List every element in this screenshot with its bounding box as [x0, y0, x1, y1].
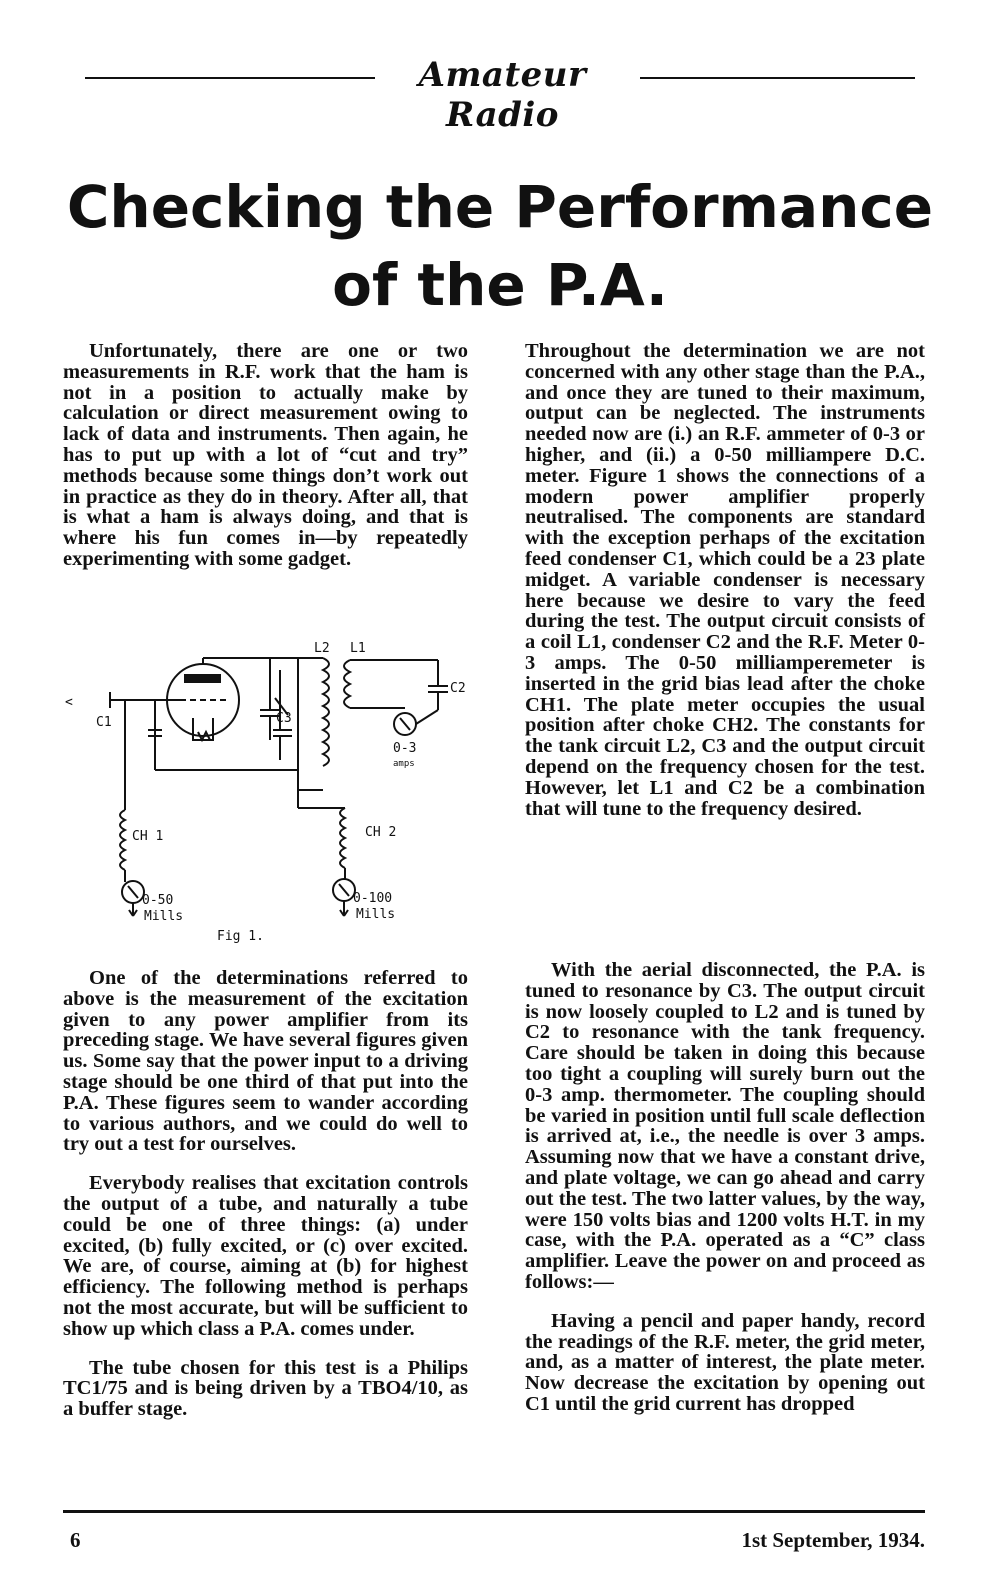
footer-rule — [63, 1510, 925, 1513]
figure-caption: Fig 1. — [217, 929, 264, 944]
left-column — [63, 341, 468, 570]
grid-meter-unit: Mills — [144, 909, 184, 924]
circuit-figure — [60, 640, 470, 950]
paragraph: Throughout the determination we are not concerned with any other stage than the P.A., and once they are tuned to their maximum, output can be neglected. The instruments needed now are (i.) an R.F. ammeter of 0-3 or higher, and (ii.) a 0-50 milliampere D.C. meter. Figure 1 shows the connections of a modern power amplifier properly neutralised. The components are standard with the exception perhaps of the excitation feed condenser C1, which could be a 23 plate midget. A variable condenser is necessary here because we desire to vary the feed during the test. The output circuit consists of a coil L1, condenser C2 and the R.F. Meter 0-3 amps. The 0-50 milliamperemeter is inserted in the grid bias lead after the choke CH1. The plate meter occupies the usual position after choke CH2. The constants for the tank circuit L2, C3 and the output circuit depend on the frequency chosen for the test. However, let L1 and C2 be a combination that will tune to the frequency desired. — [525, 340, 925, 820]
page-number: 6 — [70, 1528, 81, 1552]
paragraph: With the aerial disconnected, the P.A. is tuned to resonance by C3. The output circuit is now loosely coupled to L2 and is tuned by C2 to resonance with the tank frequency. Care should be taken in doing this because too tight a coupling will surely burn out the 0-3 amp. thermometer. The coupling should be varied in position until full scale deflection is arrived at, i.e., the needle is over 3 amps. Assuming now that we have a constant drive, and plate voltage, we can go ahead and carry out the test. The two latter values, by the way, were 150 volts bias and 1200 volts H.T. in my case, with the P.A. operated as a “C” class amplifier. Leave the power on and proceed as follows:— — [525, 959, 925, 1293]
paragraph: The tube chosen for this test is a Philips TC1/75 and is being driven by a TBO4/10, as a buffer stage. — [63, 1356, 468, 1421]
label-c3: C3 — [276, 711, 292, 726]
masthead — [85, 55, 915, 135]
plate-meter-unit: Mills — [356, 907, 396, 922]
left-column-lower — [63, 968, 468, 1420]
grid-meter-range: 0-50 — [142, 893, 174, 908]
issue-date: 1st September, 1934. — [741, 1528, 925, 1552]
label-c2: C2 — [450, 681, 466, 696]
right-column — [525, 341, 925, 819]
masthead-rule-right — [640, 77, 915, 79]
rf-meter-unit: amps — [393, 759, 415, 769]
label-ch1: CH 1 — [132, 829, 164, 844]
paragraph: One of the determinations referred to above is the measurement of the excitation given to any power amplifier from its preceding stage. We have several figures given us. Some say that the power input to a driving stage should be one third of that put into the P.A. These figures seem to wander according to various authors, and we could do well to try out a test for ourselves. — [63, 967, 468, 1156]
title-line-1: Checking the Performance — [66, 173, 934, 241]
title-line-2: of the P.A. — [332, 251, 668, 319]
label-ch2: CH 2 — [365, 825, 397, 840]
input-arrow: < — [65, 695, 73, 710]
paragraph: Unfortunately, there are one or two measurements in R.F. work that the ham is not in a position to actually make by calculation or direct measurement owing to lack of data and instruments. Then again, he has to put up with a lot of “cut and try” methods because some things don’t work out in practice as they do in theory. After all, that is what a ham is always doing, and that is where his fun comes in—by repeatedly experimenting with some gadget. — [63, 340, 468, 570]
paragraph: Having a pencil and paper handy, record the readings of the R.F. meter, the grid meter, and, as a matter of interest, the plate meter. Now decrease the excitation by opening out C1 until the grid current has dropped — [525, 1309, 925, 1415]
label-c1: C1 — [96, 715, 112, 730]
article-title — [60, 168, 940, 324]
label-l1: L1 — [350, 641, 366, 656]
magazine-brand: Amateur Radio — [418, 55, 587, 135]
circuit-diagram — [60, 640, 470, 950]
paragraph: Everybody realises that excitation controls the output of a tube, and naturally a tube could be one of three things: (a) under excited, (b) fully excited, or (c) over excited. We are, of course, aiming at (b) for highest efficiency. The following method is perhaps not the most accurate, but will be sufficient to show up which class a P.A. comes under. — [63, 1172, 468, 1340]
right-column-lower — [525, 960, 925, 1415]
label-l2: L2 — [314, 641, 330, 656]
plate-meter-range: 0-100 — [353, 891, 393, 906]
rf-meter-range: 0-3 — [393, 741, 417, 756]
masthead-rule-left — [85, 77, 375, 79]
